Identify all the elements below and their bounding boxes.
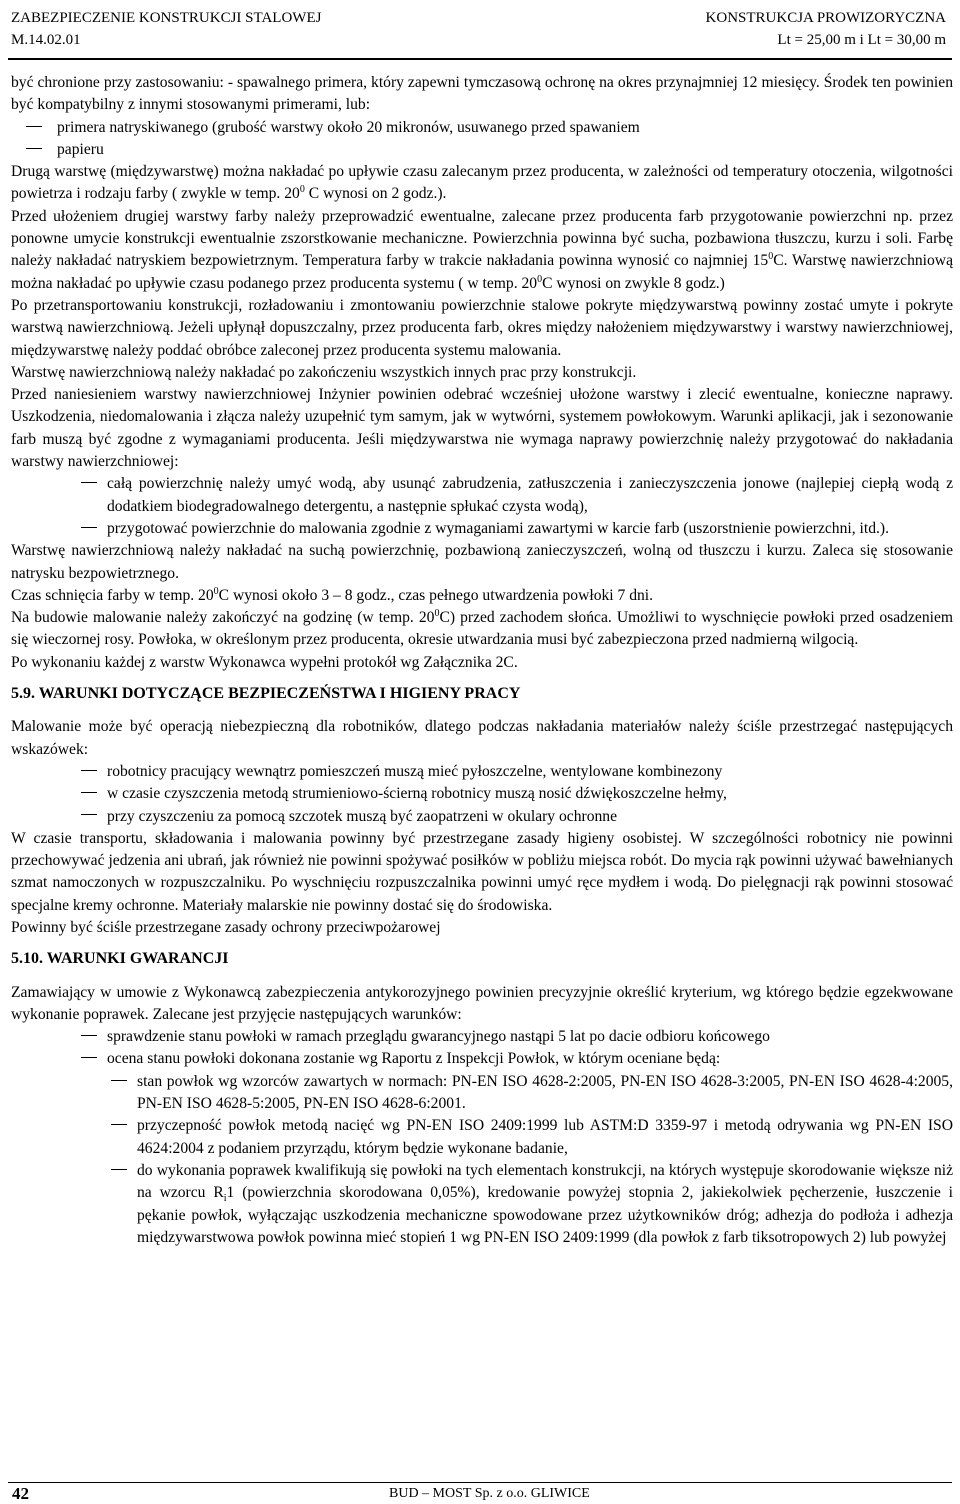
dash-bullet-icon xyxy=(26,139,46,161)
paragraph-fire-safety: Powinny być ściśle przestrzegane zasady ochrony przeciwpożarowej xyxy=(11,918,441,936)
paragraph-warranty-intro: Zamawiający w umowie z Wykonawcą zabezpieczenia antykorozyjnego powinien precyzyjnie określić kryterium, wg którego będzie egzekwowane wykonanie poprawek. Zalecane jest przyjęcie następujących warunków: xyxy=(11,983,953,1023)
header-construction-type: KONSTRUKCJA PROWIZORYCZNA xyxy=(705,10,946,26)
list-item: przygotować powierzchnie do malowania zgodnie z wymaganiami zawartymi w karcie farb (uszorstnienie powierzchni, itd.). xyxy=(11,518,953,540)
document-body xyxy=(11,72,953,1249)
page-header xyxy=(0,0,960,60)
dash-bullet-icon xyxy=(81,518,101,540)
dash-bullet-icon xyxy=(111,1115,131,1137)
dash-bullet-icon xyxy=(81,473,101,495)
paragraph-primer: być chronione przy zastosowaniu: - spawalnego primera, który zapewni tymczasową ochronę na okres przynajmniej 12 miesięcy. Środek ten powinien być kompatybilny z innymi stosowanymi primerami, lub: xyxy=(11,74,953,114)
dash-bullet-icon xyxy=(81,806,101,828)
dash-bullet-icon xyxy=(111,1071,131,1093)
section-heading-safety: 5.9. WARUNKI DOTYCZĄCE BEZPIECZEŃSTWA I HIGIENY PRACY xyxy=(11,685,521,703)
paragraph-dry-surface: Warstwę nawierzchniową należy nakładać na suchą powierzchnię, pozbawioną zanieczyszczeń, wolną od tłuszczu i kurzu. Zaleca się stosowanie natrysku bezpowietrznego. xyxy=(11,542,953,582)
paragraph-site-painting: Na budowie malowanie należy zakończyć na godzinę (w temp. $20^0C$) przed zachodem słońca. Umożliwi to wyschnięcie powłoki przed osadzeniem się wieczornej rosy. Powłoka, w określonym przez producenta, okresie utwardzania musi być zabezpieczona przed nadmierną wilgocią. xyxy=(11,607,953,649)
header-document-title: ZABEZPIECZENIE KONSTRUKCJI STALOWEJ xyxy=(11,10,322,26)
page-footer xyxy=(0,1472,960,1504)
list-item: całą powierzchnię należy umyć wodą, aby usunąć zabrudzenia, zatłuszczenia i zanieczyszczenia jonowe (najlepiej ciepłą wodą z dodatkiem biodegradowalnego detergentu, a następnie spłukać czysta wodą), xyxy=(11,473,953,518)
paragraph-topcoat: Warstwę nawierzchniową należy nakładać po zakończeniu wszystkich innych prac przy konstrukcji. xyxy=(11,363,637,381)
paragraph-safety-intro: Malowanie może być operacją niebezpieczną dla robotników, dlatego podczas nakładania materiałów należy ściśle przestrzegać następujących wskazówek: xyxy=(11,718,953,758)
list-item: do wykonania poprawek kwalifikują się powłoki na tych elementach konstrukcji, na których występuje skorodowanie większe niż na wzorcu $R_i1$ (powierzchnia skorodowana 0,05%), kredowanie powyżej stopnia 2, jakiekolwiek pęcherzenie, łuszczenie i pękanie powłok, wyłączając uszkodzenia mechaniczne spowodowane przez użytkowników dróg; adhezja do podłoża i adhezja międzywarstwowa powłok powinna mieć stopień 1 wg PN-EN ISO 2409:1999 (dla powłok z farb tiksotropowych 2) lub powyżej xyxy=(11,1160,953,1249)
paragraph-second-layer: Przed ułożeniem drugiej warstwy farby należy przeprowadzić ewentualne, zalecane przez producenta farb przygotowanie powierzchni np. przez ponowne umycie konstrukcji ewentualnie zszorstkowanie mechaniczne. Powierzchnia powinna być sucha, pozbawiona tłuszczu, kurzu i soli. Farbę należy nakładać natryskiem bezpowietrznym. Temperatura farby w trakcie nakładania powinna wynosić co najmniej $15^0C$. Warstwę nawierzchniową można nakładać po upływie czasu podanego przez producenta systemu ( w temp. $20^0C$ wynosi on zwykle 8 godz.) xyxy=(11,207,953,292)
list-item: przyczepność powłok metodą nacięć wg PN-EN ISO 2409:1999 lub ASTM:D 3359-97 i metodą odrywania wg PN-EN ISO 4624:2004 z podaniem przyrządu, którym będzie wykonane badanie, xyxy=(11,1115,953,1160)
list-item: stan powłok wg wzorców zawartych w normach: PN-EN ISO 4628-2:2005, PN-EN ISO 4628-3:2005, PN-EN ISO 4628-4:2005, PN-EN ISO 4628-5:2005, PN-EN ISO 4628-6:2001. xyxy=(11,1071,953,1116)
list-item: sprawdzenie stanu powłoki w ramach przeglądu gwarancyjnego nastąpi 5 lat po dacie odbioru końcowego xyxy=(11,1026,953,1048)
paragraph-inspection: Przed naniesieniem warstwy nawierzchniowej Inżynier powinien odebrać wcześniej ułożone warstwy i zlecić ewentualne, konieczne naprawy. Uszkodzenia, niedomalowania i złącza należy uzupełnić tym samym, jak w wytwórni, systemem powłokowym. Warunki aplikacji, jak i sezonowanie farb muszą być zgodne z wymaganiami producenta. Jeśli międzywarstwa nie wymaga naprawy powierzchnię należy przygotować do nakładania warstwy nawierzchniowej: xyxy=(11,386,953,471)
header-divider xyxy=(8,58,952,60)
list-item: ocena stanu powłoki dokonana zostanie wg Raportu z Inspekcji Powłok, w którym oceniane będą: xyxy=(11,1048,953,1070)
list-item: primera natryskiwanego (grubość warstwy około 20 mikronów, usuwanego przed spawaniem xyxy=(11,117,953,139)
list-item: przy czyszczeniu za pomocą szczotek muszą być zaopatrzeni w okulary ochronne xyxy=(11,806,953,828)
page-number: 42 xyxy=(12,1484,29,1503)
footer-company: BUD – MOST Sp. z o.o. GLIWICE xyxy=(389,1486,590,1501)
dash-bullet-icon xyxy=(81,783,101,805)
paragraph-interlayer: Drugą warstwę (międzywarstwę) można nakładać po upływie czasu zalecanym przez producenta, w zależności od temperatury otoczenia, wilgotności powietrza i rodzaju farby ( zwykle w temp. $20^0$ C wynosi on 2 godz.). xyxy=(11,163,953,203)
dash-bullet-icon xyxy=(81,761,101,783)
paragraph-hygiene: W czasie transportu, składowania i malowania powinny być przestrzegane zasady higieny osobistej. W szczególności robotnicy nie powinni przechowywać jedzenia ani ubrań, jak również nie powinni spożywać posiłków w pobliżu miejsca robót. Do mycia rąk powinni używać bawełnianych szmat namoczonych w rozpuszczalniku. Po wyschnięciu rozpuszczalnika powinni umyć ręce mydłem i wodą. Do pielęgnacji rąk powinni stosować specjalne kremy ochronne. Materiały malarskie nie powinny dostać się do środowiska. xyxy=(11,829,953,914)
header-span-lengths: Lt = 25,00 m i Lt = 30,00 m xyxy=(777,32,946,48)
header-spec-code: M.14.02.01 xyxy=(11,32,81,48)
list-item: robotnicy pracujący wewnątrz pomieszczeń muszą mieć pyłoszczelne, wentylowane kombinezony xyxy=(11,761,953,783)
dash-bullet-icon xyxy=(111,1160,131,1182)
paragraph-protocol: Po wykonaniu każdej z warstw Wykonawca wypełni protokół wg Załącznika 2C. xyxy=(11,653,518,671)
dash-bullet-icon xyxy=(26,117,46,139)
paragraph-drying-time: Czas schnięcia farby w temp. $20^0C$ wynosi około 3 – 8 godz., czas pełnego utwardzenia powłoki 7 dni. xyxy=(11,585,654,604)
paragraph-transport: Po przetransportowaniu konstrukcji, rozładowaniu i zmontowaniu powierzchnie stalowe pokryte międzywarstwą powinny zostać umyte i pokryte warstwą nawierzchniową. Jeżeli upłynął dopuszczalny, przez producenta farb, okres między nałożeniem międzywarstwy i warstwy nawierzchniowej, międzywarstwę należy poddać obróbce zaleconej przez producenta systemu malowania. xyxy=(11,296,953,359)
dash-bullet-icon xyxy=(81,1026,101,1048)
dash-bullet-icon xyxy=(81,1048,101,1070)
list-item: w czasie czyszczenia metodą strumieniowo-ścierną robotnicy muszą nosić dźwiękoszczelne hełmy, xyxy=(11,783,953,805)
footer-divider xyxy=(8,1482,952,1483)
section-heading-warranty: 5.10. WARUNKI GWARANCJI xyxy=(11,950,229,968)
list-item: papieru xyxy=(11,139,953,161)
